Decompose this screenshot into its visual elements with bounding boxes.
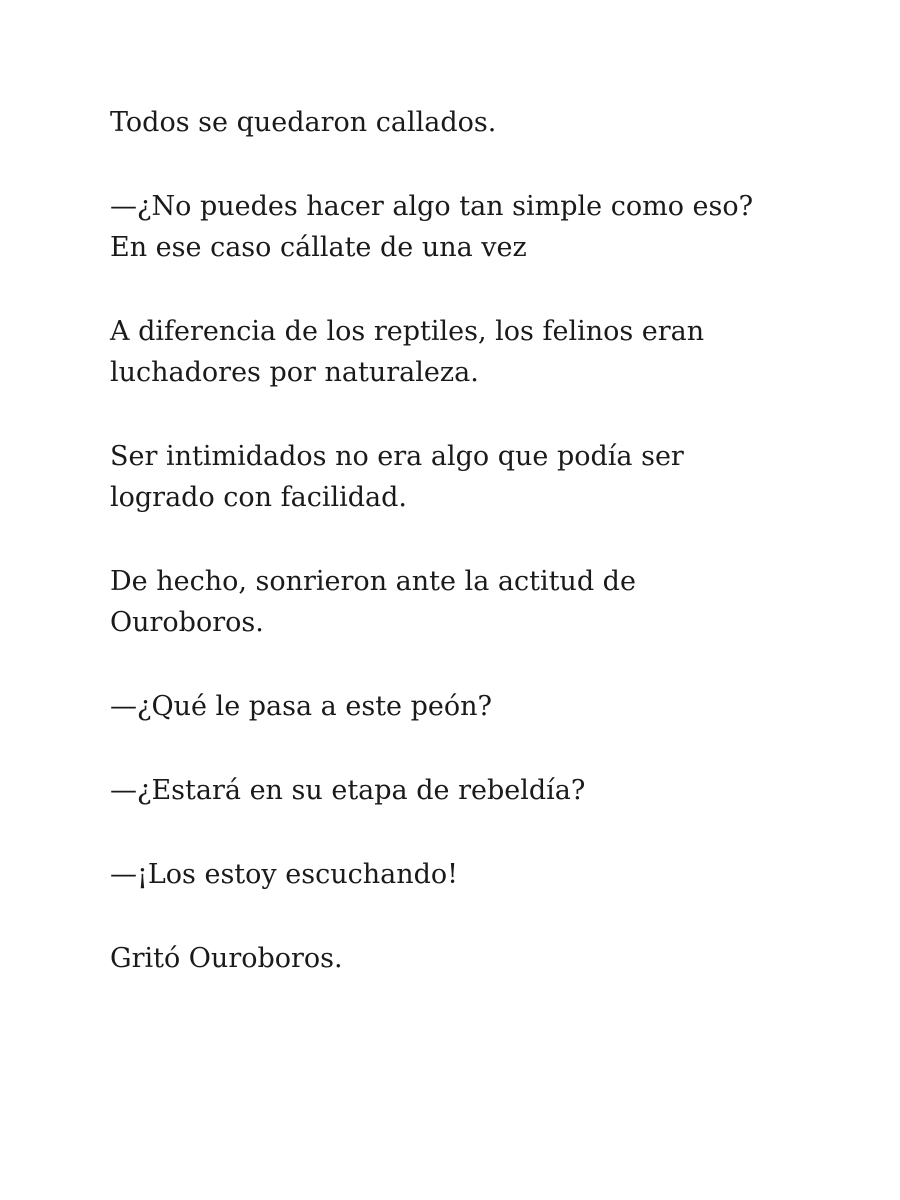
text-line: Gritó Ouroboros. (110, 943, 343, 974)
text-line: De hecho, sonrieron ante la actitud de (110, 566, 636, 597)
text-line: —¿No puedes hacer algo tan simple como eso? (110, 191, 754, 222)
paragraph (110, 186, 790, 268)
text-line: Ser intimidados no era algo que podía ser (110, 441, 684, 472)
text-line: Ouroboros. (110, 607, 264, 638)
text-line: En ese caso cállate de una vez (110, 232, 527, 263)
paragraph (110, 686, 790, 727)
paragraph (110, 938, 790, 979)
text-line: —¿Estará en su etapa de rebeldía? (110, 775, 586, 806)
paragraph (110, 770, 790, 811)
text-line: —¡Los estoy escuchando! (110, 859, 458, 890)
text-line: luchadores por naturaleza. (110, 357, 479, 388)
paragraph (110, 102, 790, 143)
paragraph (110, 854, 790, 895)
paragraph (110, 561, 790, 643)
document-body (110, 102, 790, 979)
text-line: —¿Qué le pasa a este peón? (110, 691, 492, 722)
text-line: logrado con facilidad. (110, 482, 408, 513)
text-line: Todos se quedaron callados. (110, 107, 497, 138)
paragraph (110, 436, 790, 518)
text-line: A diferencia de los reptiles, los felinos eran (110, 316, 705, 347)
paragraph (110, 311, 790, 393)
